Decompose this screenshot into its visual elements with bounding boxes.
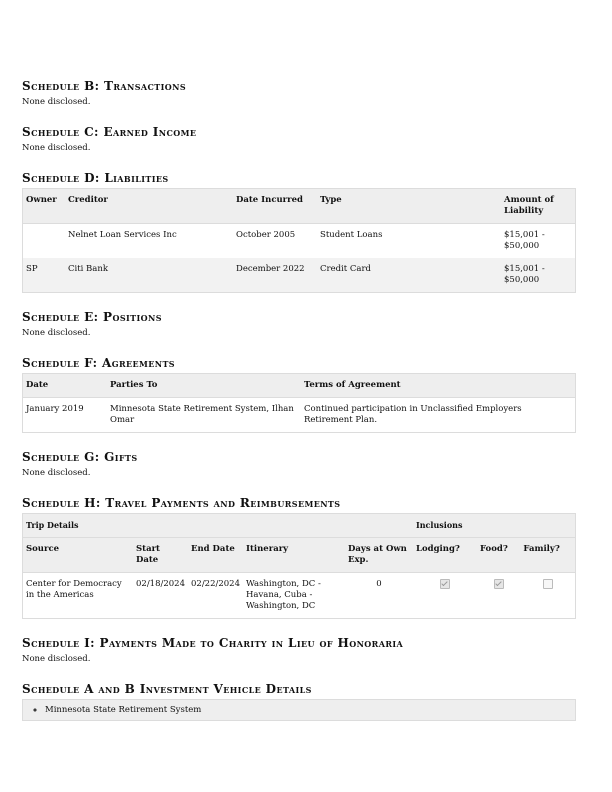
col-lodging: Lodging? [413,538,477,573]
col-food: Food? [477,538,520,573]
col-creditor: Creditor [65,189,233,224]
start-date-cell: 02/18/2024 [136,579,185,589]
schedule-h-section [22,495,576,619]
group-trip-details: Trip Details [23,514,414,538]
lodging-cell [413,573,477,619]
date-cell: December 2022 [233,258,317,293]
date-cell: January 2019 [26,404,84,414]
group-inclusions: Inclusions [413,514,576,538]
col-parties: Parties To [107,374,301,398]
col-end-date: End Date [188,538,243,573]
schedule-e-text: None disclosed. [22,328,91,338]
owner-cell [23,224,66,259]
schedule-g-title: Schedule G: Gifts [22,450,138,464]
col-start-date: Start Date [133,538,188,573]
schedule-e-title: Schedule E: Positions [22,310,162,324]
schedule-f-title: Schedule F: Agreements [22,356,175,370]
type-cell: Student Loans [320,230,383,240]
schedule-c-text: None disclosed. [22,143,91,153]
schedule-i-title: Schedule I: Payments Made to Charity in Lieu of Honoraria [22,636,404,650]
food-checkbox [494,579,504,589]
schedule-g-section [22,449,576,479]
col-type: Type [317,189,501,224]
date-cell: October 2005 [236,230,296,240]
food-cell [477,573,520,619]
schedule-f-section [22,355,576,433]
terms-cell: Continued participation in Unclassified Employers Retirement Plan. [304,404,522,425]
table-row [23,398,576,433]
creditor-cell: Citi Bank [65,258,233,293]
travel-table [22,513,576,619]
days-cell: 0 [376,579,382,589]
itinerary-cell: Washington, DC - Havana, Cuba - Washington, DC [246,579,321,611]
col-source: Source [23,538,134,573]
owner-cell: SP [23,258,66,293]
parties-cell: Minnesota State Retirement System, Ilhan Omar [110,404,294,425]
vehicles-title: Schedule A and B Investment Vehicle Details [22,682,312,696]
schedule-i-text: None disclosed. [22,654,91,664]
end-date-cell: 02/22/2024 [191,579,240,589]
liabilities-table [22,188,576,293]
source-cell: Center for Democracy in the Americas [26,579,122,600]
type-cell: Credit Card [317,258,501,293]
vehicles-section [22,681,576,721]
table-row [23,573,576,619]
amount-cell: $15,001 - $50,000 [504,230,545,251]
amount-cell: $15,001 - $50,000 [501,258,576,293]
col-family: Family? [520,538,575,573]
schedule-e-section [22,309,576,339]
agreements-table [22,373,576,433]
col-amount: Amount of Liability [501,189,576,224]
schedule-d-section [22,170,576,293]
col-date-incurred: Date Incurred [233,189,317,224]
col-owner: Owner [23,189,66,224]
schedule-i-section [22,635,576,665]
schedule-d-title: Schedule D: Liabilities [22,171,169,185]
creditor-cell: Nelnet Loan Services Inc [68,230,177,240]
family-cell [520,573,575,619]
schedule-b-text: None disclosed. [22,97,91,107]
schedule-b-title: Schedule B: Transactions [22,79,187,93]
schedule-g-text: None disclosed. [22,468,91,478]
schedule-c-title: Schedule C: Earned Income [22,125,197,139]
schedule-c-section [22,124,576,154]
col-date: Date [23,374,108,398]
vehicle-list-box [22,699,576,721]
lodging-checkbox [440,579,450,589]
table-row [23,224,576,259]
vehicle-list [31,705,567,715]
schedule-h-title: Schedule H: Travel Payments and Reimbursements [22,496,341,510]
col-itinerary: Itinerary [243,538,345,573]
col-terms: Terms of Agreement [301,374,576,398]
family-checkbox [543,579,553,589]
list-item: ◦ Minnesota State Retirement System [45,705,567,715]
col-days: Days at Own Exp. [345,538,413,573]
schedule-b-section [22,78,576,108]
disclosure-page [22,78,576,737]
table-row [23,258,576,293]
